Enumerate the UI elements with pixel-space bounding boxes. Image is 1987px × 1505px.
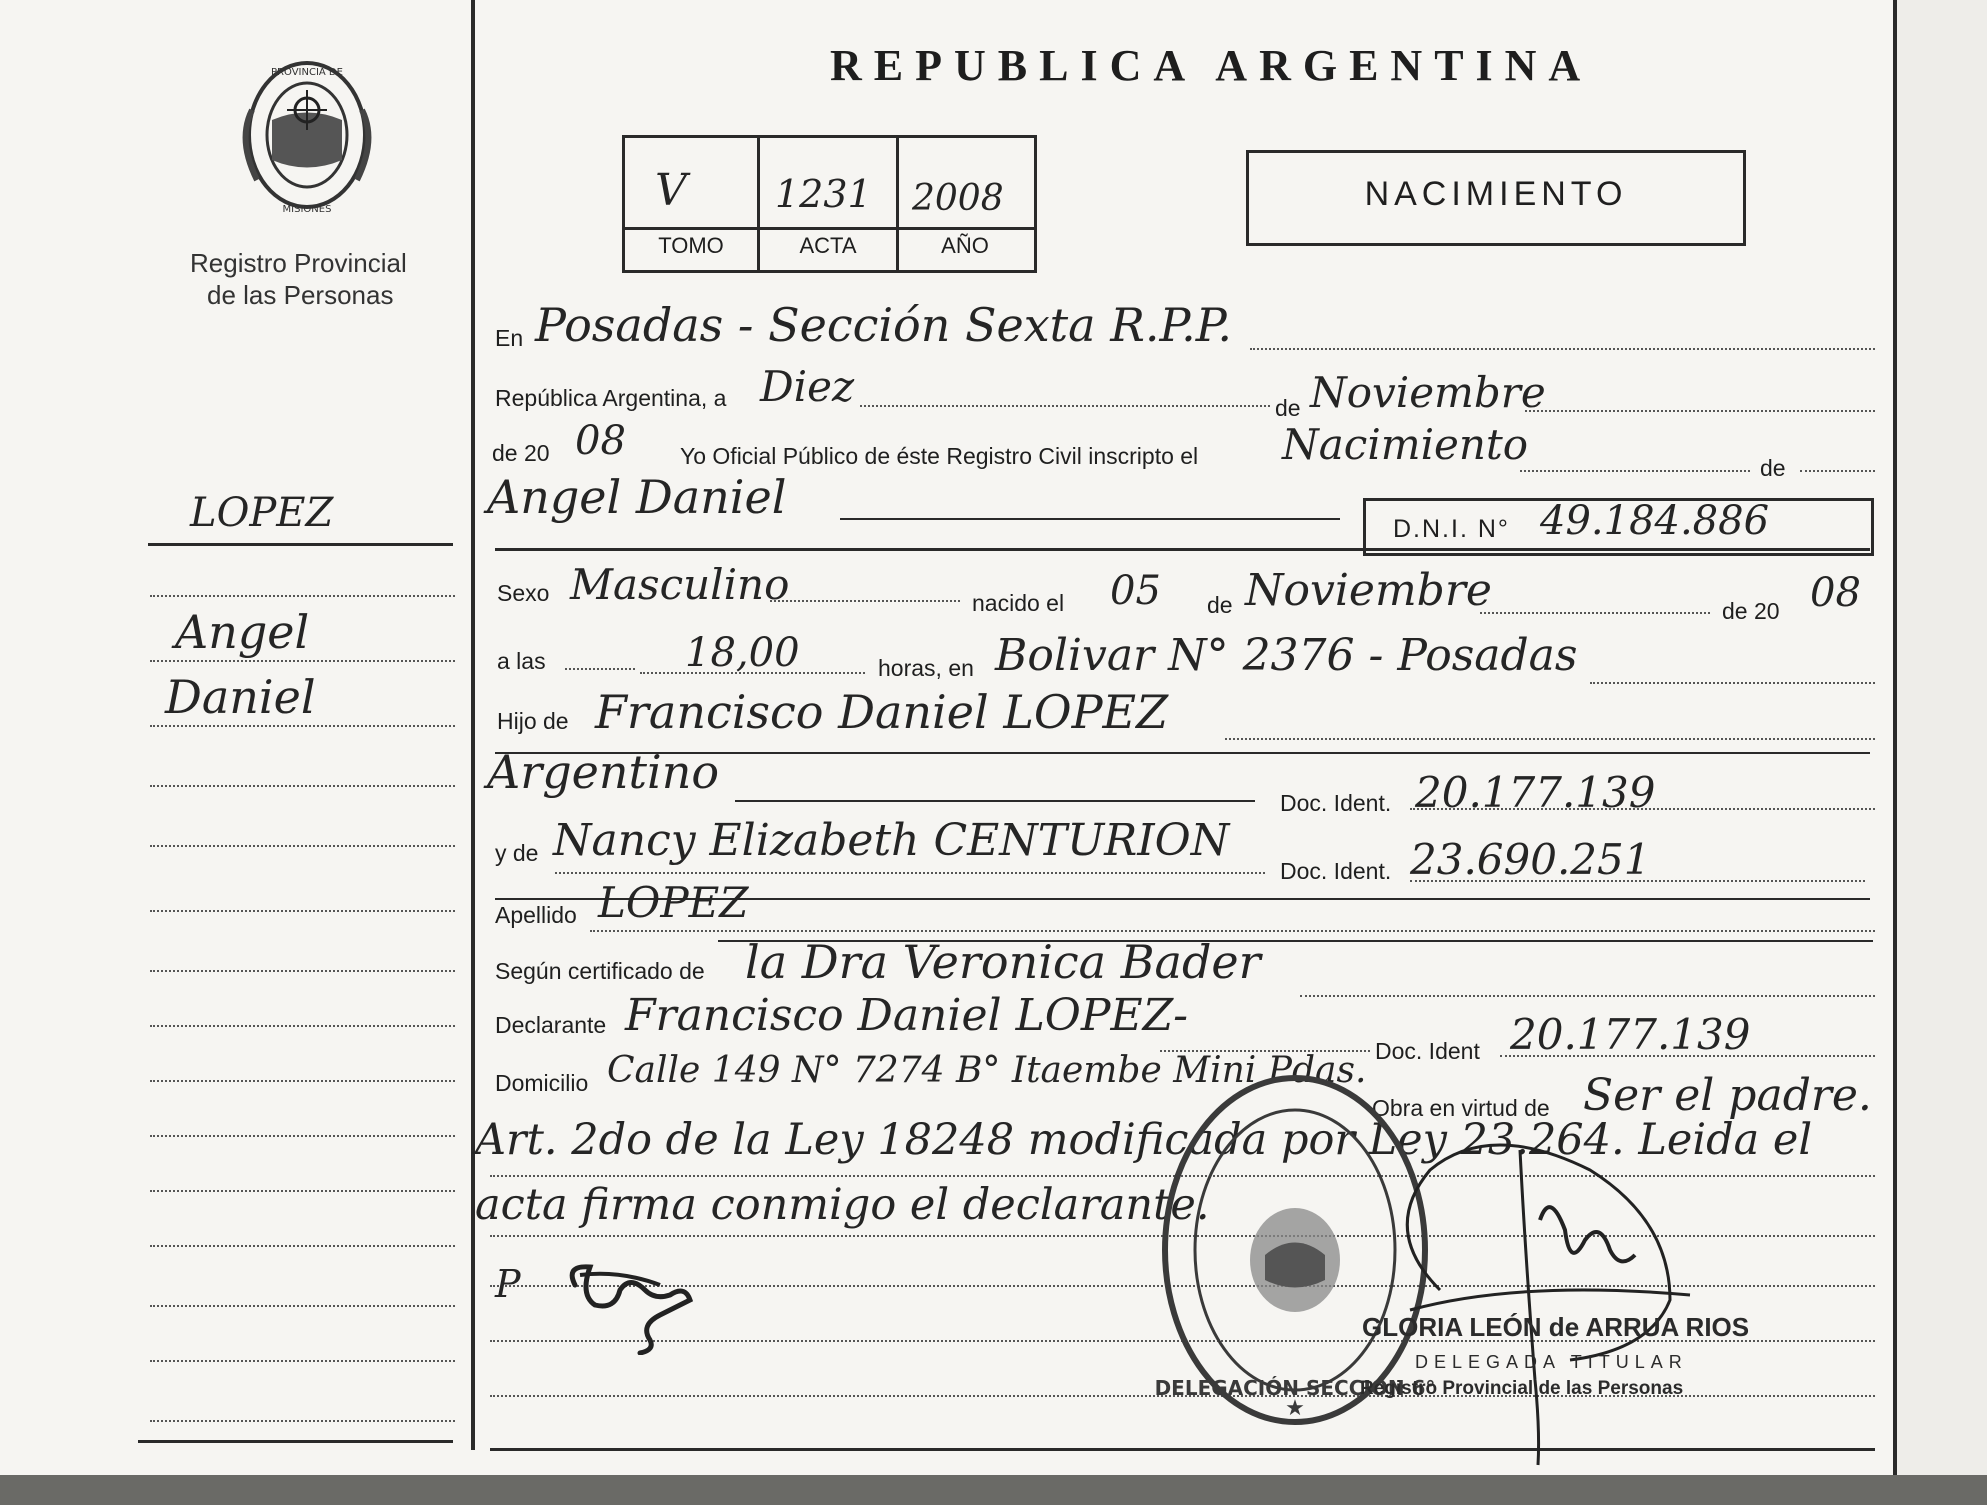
mother-doc: 23.690.251	[1410, 835, 1651, 884]
record-box-divider	[622, 227, 1034, 230]
margin-dotted-line	[150, 970, 455, 972]
dotted-line	[860, 405, 1270, 407]
margin-dotted-line	[150, 1305, 455, 1307]
alas-label: a las	[497, 648, 546, 674]
margin-name-1: Angel	[175, 605, 310, 659]
sexo-value: Masculino	[570, 560, 790, 609]
official-role: DELEGADA TITULAR	[1415, 1352, 1688, 1372]
dotted-line	[1410, 880, 1865, 882]
father-nationality: Argentino	[487, 745, 720, 799]
margin-dotted-line	[150, 910, 455, 912]
dotted-line	[1225, 738, 1875, 740]
de-label-3: de	[1207, 592, 1233, 618]
registry-name-line2: de las Personas	[207, 280, 394, 310]
anio-label: AÑO	[941, 233, 989, 258]
doc-label-father: Doc. Ident.	[1280, 790, 1392, 816]
margin-dotted-line	[150, 1080, 455, 1082]
dotted-line	[1590, 682, 1875, 684]
dotted-line	[565, 668, 635, 670]
father-name: Francisco Daniel LOPEZ	[595, 685, 1169, 739]
acta-value: 1231	[775, 172, 872, 216]
inscribed-value: Nacimiento	[1282, 420, 1529, 469]
dotted-line	[1525, 410, 1875, 412]
republica-label: República Argentina, a	[495, 385, 727, 411]
declarante-label: Declarante	[495, 1012, 607, 1038]
tomo-label: TOMO	[658, 233, 724, 258]
yde-label: y de	[495, 840, 539, 866]
margin-line	[148, 543, 453, 546]
official-organization: Registro Provincial de las Personas	[1360, 1378, 1684, 1399]
margin-name-2: Daniel	[165, 670, 316, 724]
doc-label-mother: Doc. Ident.	[1280, 858, 1392, 884]
declarante-doc: 20.177.139	[1510, 1010, 1751, 1059]
year-value: 08	[575, 418, 626, 464]
dotted-line	[1500, 1055, 1875, 1057]
declarant-signature	[560, 1255, 700, 1355]
obra-value: Ser el padre.	[1583, 1070, 1872, 1121]
margin-surname: LOPEZ	[190, 490, 334, 536]
dotted-line	[640, 672, 865, 674]
birth-place-value: Bolivar N° 2376 - Posadas	[995, 630, 1578, 681]
margin-dotted-line	[150, 1190, 455, 1192]
apellido-value: LOPEZ	[598, 878, 749, 927]
certifier-value: la Dra Veronica Bader	[745, 935, 1261, 989]
de20-label: de 20	[492, 440, 550, 466]
tomo-value: V	[655, 165, 687, 216]
en-label: En	[495, 325, 524, 351]
obra-label: Obra en virtud de	[1372, 1095, 1550, 1121]
margin-bottom-line	[138, 1440, 453, 1443]
margin-dotted-line	[150, 1245, 455, 1247]
certificate-type: NACIMIENTO	[1364, 175, 1628, 213]
month-value: Noviembre	[1310, 368, 1546, 417]
seal-ring-top: PROVINCIA DE	[271, 67, 343, 78]
dotted-line	[770, 600, 960, 602]
stamp-ring-text: DELEGACIÓN SECCIÓN 6°	[1155, 1376, 1435, 1400]
margin-dotted-line	[150, 1420, 455, 1422]
person-name: Angel Daniel	[487, 470, 787, 524]
segun-label: Según certificado de	[495, 958, 705, 984]
dotted-line	[1520, 470, 1750, 472]
dotted-line	[1800, 470, 1875, 472]
seal-ring-bottom: MISIONES	[282, 204, 332, 215]
margin-dotted-line	[150, 725, 455, 727]
note-line-2: acta firma conmigo el declarante.	[475, 1180, 1210, 1230]
anio-value: 2008	[912, 178, 1004, 219]
margin-dotted-line	[150, 1025, 455, 1027]
registry-name-line1: Registro Provincial	[190, 248, 407, 278]
domicilio-value: Calle 149 N° 7274 B° Itaembe Mini Pdas.	[607, 1050, 1367, 1091]
dotted-line	[1250, 348, 1875, 350]
page-edge	[1893, 0, 1987, 1505]
horas-label: horas, en	[878, 655, 974, 681]
section-line	[495, 548, 1870, 551]
domicilio-label: Domicilio	[495, 1070, 589, 1096]
margin-dotted-line	[150, 1135, 455, 1137]
line	[735, 800, 1255, 802]
birth-month-value: Noviembre	[1245, 565, 1492, 616]
provincial-seal-icon	[232, 50, 382, 220]
official-signature	[1370, 1130, 1700, 1470]
hijo-label: Hijo de	[497, 708, 569, 734]
dotted-line	[555, 872, 1265, 874]
dni-label: D.N.I. N°	[1393, 515, 1510, 543]
document-title: REPUBLICA ARGENTINA	[830, 41, 1593, 90]
de-label-2: de	[1760, 455, 1786, 481]
dotted-line	[590, 930, 1875, 932]
name-line	[840, 518, 1340, 520]
oficial-label: Yo Oficial Público de éste Registro Civil inscripto el	[680, 443, 1199, 469]
right-border	[1893, 0, 1897, 1475]
dni-value: 49.184.886	[1540, 498, 1770, 544]
de20-label-2: de 20	[1722, 598, 1780, 624]
scan-bottom-edge	[0, 1475, 1987, 1505]
column-divider	[471, 0, 475, 1450]
birth-year-value: 08	[1810, 570, 1861, 616]
dotted-line	[1480, 612, 1710, 614]
doc-label-declarante: Doc. Ident	[1375, 1038, 1480, 1064]
nacido-label: nacido el	[972, 590, 1065, 616]
note-line-1: Art. 2do de la Ley 18248 modificada por Ley 23.264. Leida el	[475, 1115, 1813, 1165]
de-label: de	[1275, 395, 1301, 421]
hour-value: 18,00	[685, 630, 800, 676]
declarante-value: Francisco Daniel LOPEZ-	[625, 990, 1189, 1041]
dotted-line	[1410, 808, 1875, 810]
apellido-label: Apellido	[495, 902, 577, 928]
margin-dotted-line	[150, 785, 455, 787]
mother-name: Nancy Elizabeth CENTURION	[553, 815, 1230, 866]
father-doc: 20.177.139	[1415, 768, 1656, 817]
margin-dotted-line	[150, 845, 455, 847]
day-value: Diez	[760, 362, 855, 411]
margin-dotted-line	[150, 660, 455, 662]
margin-dotted-line	[150, 595, 455, 597]
p-mark: P	[495, 1262, 521, 1306]
place-value: Posadas - Sección Sexta R.P.P.	[535, 298, 1232, 352]
birth-day-value: 05	[1110, 568, 1161, 614]
dotted-line	[1300, 995, 1875, 997]
svg-text:★: ★	[1285, 1396, 1305, 1421]
sexo-label: Sexo	[497, 580, 550, 606]
acta-label: ACTA	[799, 233, 857, 258]
official-name: GLORIA LEÓN de ARRUA RIOS	[1362, 1312, 1750, 1342]
margin-dotted-line	[150, 1360, 455, 1362]
